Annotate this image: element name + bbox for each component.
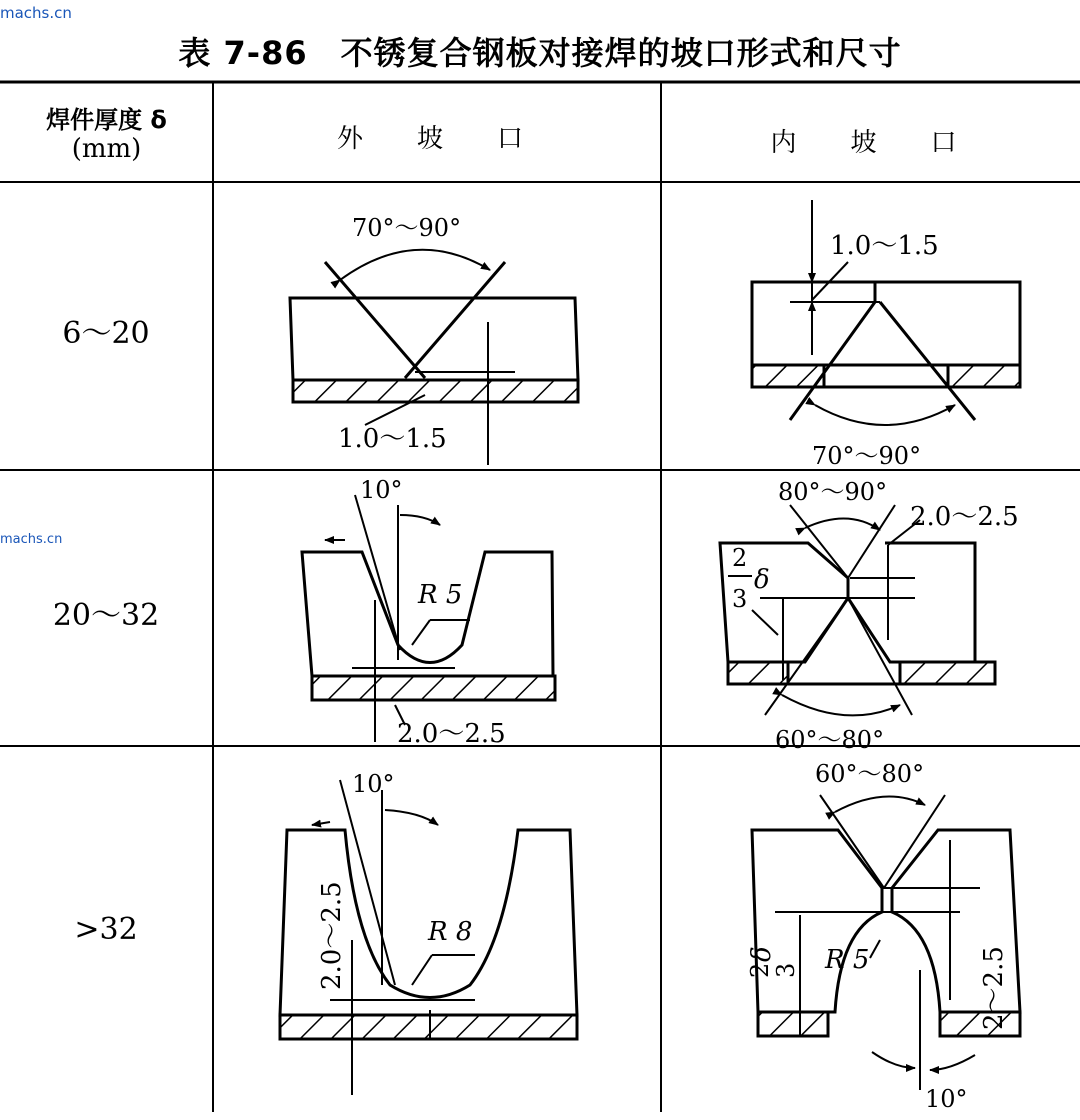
r3-outer-angle: 10°	[352, 770, 395, 798]
header-thickness-line2: (mm)	[71, 134, 142, 164]
row2-outer-groove	[302, 495, 555, 742]
row2-inner-groove	[720, 505, 995, 715]
r3-inner-radius: R 5	[825, 945, 870, 975]
row3-inner-groove	[752, 795, 1020, 1090]
r3-inner-gap: 2～2.5	[979, 946, 1009, 1030]
table-title: 表 7-86 不锈复合钢板对接焊的坡口形式和尺寸	[178, 34, 902, 72]
r3-outer-radius: R 8	[428, 917, 473, 947]
r2-inner-bottom-angle: 60°～80°	[775, 726, 885, 754]
r2-inner-gap: 2.0～2.5	[910, 502, 1019, 532]
r1-outer-angle: 70°～90°	[352, 214, 462, 242]
r3-outer-gap: 2.0～2.5	[317, 881, 347, 990]
watermark-secondary: machs.cn	[0, 532, 63, 547]
r3-inner-bottom-angle: 10°	[925, 1085, 968, 1113]
r3-inner-top-angle: 60°～80°	[815, 760, 925, 788]
r2-inner-frac-den: 3	[732, 585, 748, 613]
r2-inner-top-angle: 80°～90°	[778, 478, 888, 506]
r3-inner-frac-num: 2	[746, 962, 774, 978]
r2-inner-frac-num: 2	[732, 544, 748, 572]
header-thickness-line1: 焊件厚度 δ	[46, 106, 167, 134]
r2-outer-radius: R 5	[418, 580, 463, 610]
header-inner-groove: 内 坡 口	[770, 128, 971, 158]
r1-outer-gap: 1.0～1.5	[338, 424, 447, 454]
r3-inner-frac-var: δ	[747, 946, 777, 962]
row2-thickness: 20～32	[52, 598, 160, 633]
row3-thickness: >32	[74, 912, 138, 947]
r2-outer-angle: 10°	[360, 476, 403, 504]
watermark: machs.cn	[0, 4, 72, 22]
r2-outer-gap: 2.0～2.5	[397, 719, 506, 749]
header-outer-groove: 外 坡 口	[336, 124, 537, 154]
r3-inner-frac-den: 3	[772, 962, 800, 978]
row1-thickness: 6～20	[62, 316, 150, 351]
r1-inner-angle: 70°～90°	[812, 442, 922, 470]
r2-inner-frac-var: δ	[754, 565, 770, 595]
r1-inner-gap: 1.0～1.5	[830, 231, 939, 261]
